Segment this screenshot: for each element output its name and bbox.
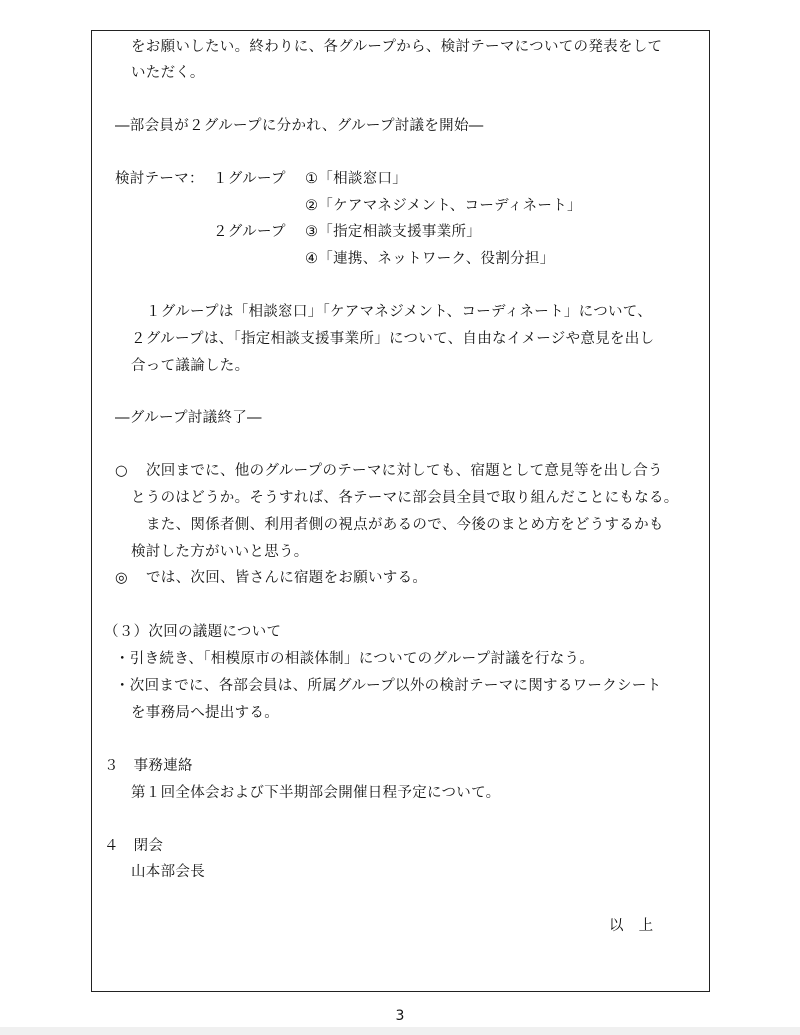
theme-2: ②「ケアマネジメント、コーディネート」 (305, 198, 582, 214)
theme-3: ③「指定相談支援事業所」 (305, 224, 482, 240)
comment-1-line-4: 検討した方がいいと思う。 (131, 544, 309, 560)
intro-line-2: いただく。 (131, 65, 205, 81)
next-agenda-item-2-line-2: を事務局へ提出する。 (131, 705, 279, 721)
discussion-line-1: １グループは「相談窓口」「ケアマネジメント、コーディネート」について、 (146, 304, 653, 320)
discussion-line-2: ２グループは、「指定相談支援事業所」について、自由なイメージや意見を出し (131, 331, 655, 347)
themes-label: 検討テーマ： (115, 171, 204, 187)
closing-mark: 以 上 (609, 918, 654, 934)
comment-2-line-1: では、次回、皆さんに宿題をお願いする。 (146, 570, 428, 586)
comment-1-line-3: また、関係者側、利用者側の視点があるので、今後のまとめ方をどうするかも (146, 517, 664, 533)
page-number: 3 (395, 1008, 405, 1024)
discussion-end-note: ―グループ討議終了― (115, 410, 262, 426)
section-4-heading: ４ 閉会 (104, 838, 164, 854)
discussion-line-3: 合って議論した。 (131, 358, 250, 374)
next-agenda-item-2-line-1: ・次回までに、各部会員は、所属グループ以外の検討テーマに関するワークシート (115, 678, 662, 694)
intro-line-1: をお願いしたい。終わりに、各グループから、検討テーマについての発表をして (131, 39, 663, 55)
comment-1-line-2: とうのはどうか。そうすれば、各テーマに部会員全員で取り組んだことにもなる。 (131, 490, 679, 506)
next-agenda-heading: （３）次回の議題について (104, 624, 282, 640)
theme-4: ④「連携、ネットワーク、役割分担」 (305, 251, 555, 267)
group-1-label: １グループ (213, 171, 286, 187)
comment-bullet-circle: ○ (115, 463, 128, 479)
section-4-body: 山本部会長 (131, 864, 205, 880)
comment-bullet-double-circle: ◎ (115, 570, 128, 586)
group-split-note: ―部会員が２グループに分かれ、グループ討議を開始― (115, 118, 484, 134)
section-3-body: 第１回全体会および下半期部会開催日程予定について。 (131, 785, 501, 801)
comment-1-line-1: 次回までに、他のグループのテーマに対しても、宿題として意見等を出し合う (146, 463, 663, 479)
theme-1: ①「相談窓口」 (305, 171, 408, 187)
next-agenda-item-1: ・引き続き、「相模原市の相談体制」についてのグループ討議を行なう。 (115, 651, 595, 667)
viewer-bottom-edge (0, 1027, 800, 1035)
section-3-heading: ３ 事務連絡 (104, 758, 193, 774)
group-2-label: ２グループ (213, 224, 286, 240)
